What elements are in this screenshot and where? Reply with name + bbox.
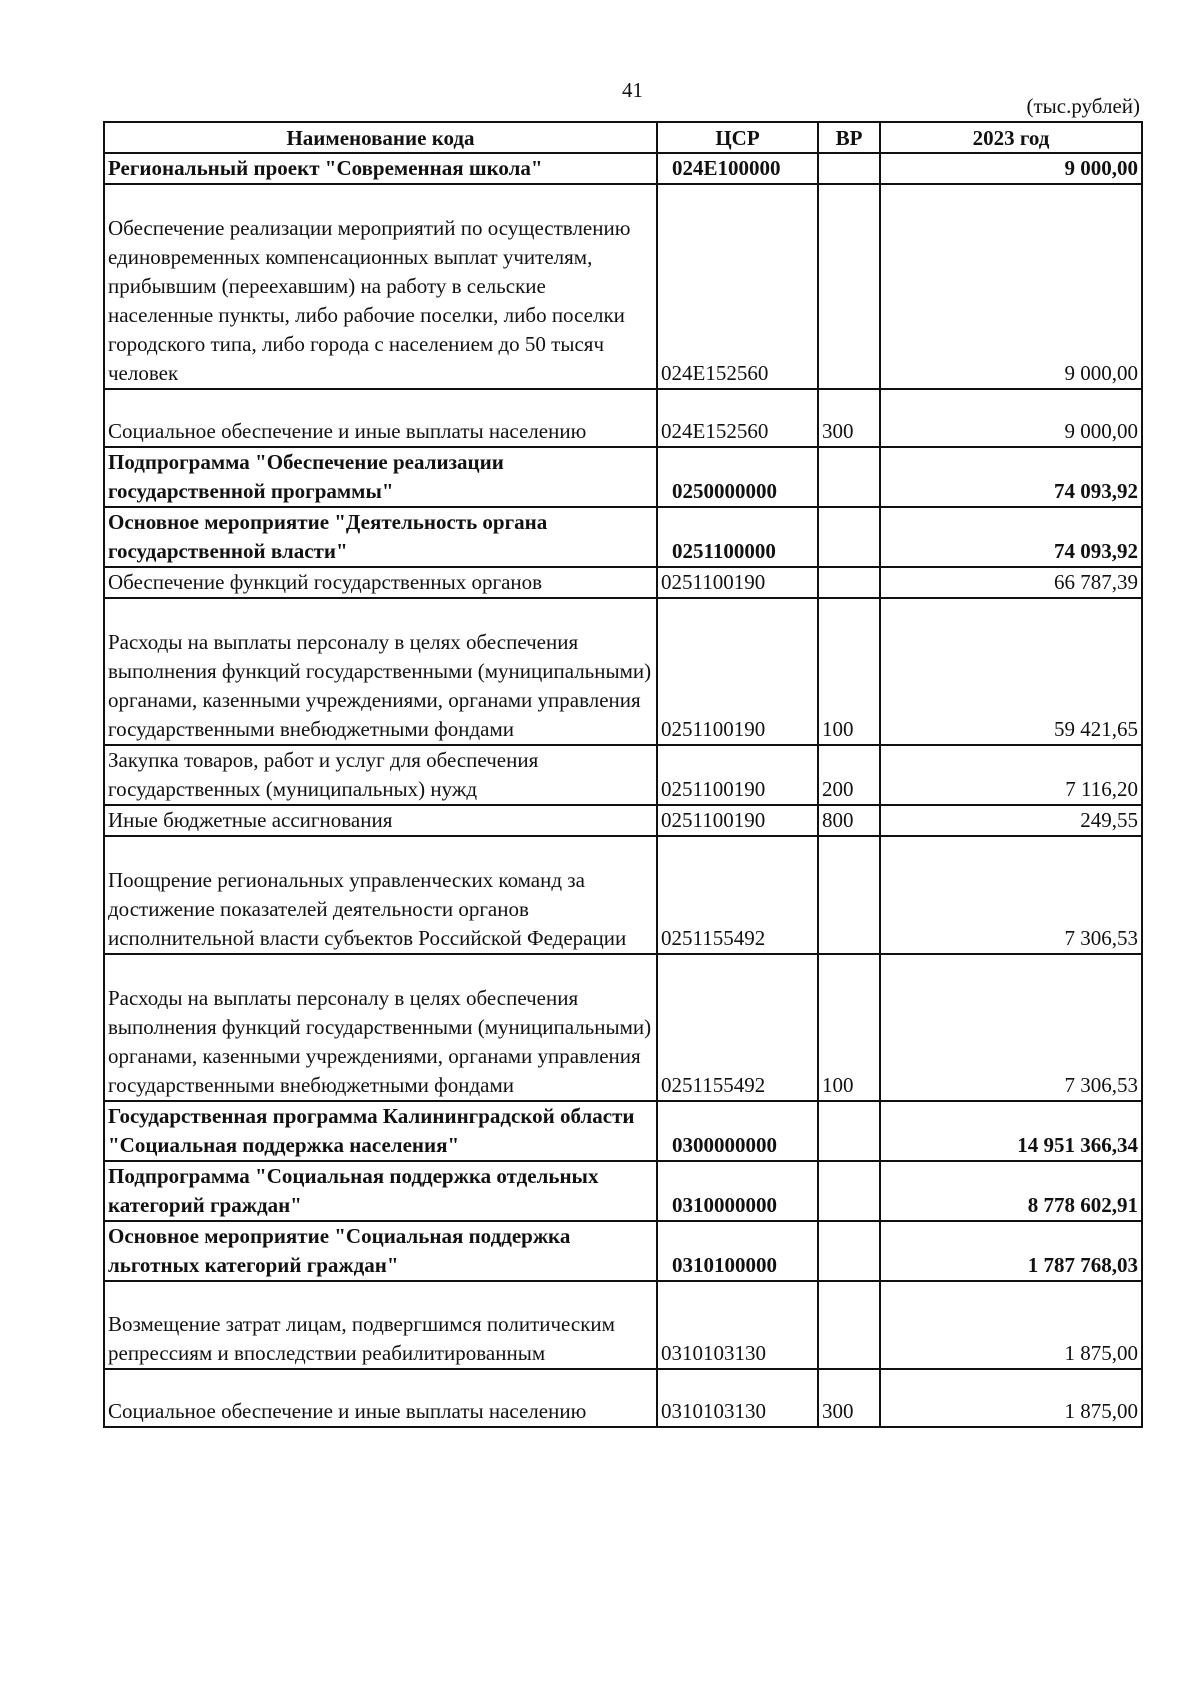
row-csr-cell: 0251100190 <box>657 745 818 805</box>
row-amount-cell: 9 000,00 <box>880 184 1142 389</box>
row-amount-cell: 59 421,65 <box>880 598 1142 745</box>
table-row <box>104 1281 1142 1369</box>
row-amount-cell: 7 116,20 <box>880 745 1142 805</box>
table-row <box>104 447 1142 507</box>
row-name-cell: Расходы на выплаты персоналу в целях обеспечения выполнения функций государственными (муниципальными) органами, казенными учреждениями, органами управления государственными внебюджетными фондами <box>104 954 657 1101</box>
table-row <box>104 954 1142 1101</box>
row-name-cell: Основное мероприятие "Социальная поддержка льготных категорий граждан" <box>104 1221 657 1281</box>
row-amount-cell: 1 875,00 <box>880 1369 1142 1427</box>
table-row <box>104 1369 1142 1427</box>
table-row <box>104 836 1142 954</box>
row-amount-cell: 1 875,00 <box>880 1281 1142 1369</box>
page-number: 41 <box>622 78 643 102</box>
row-vr-cell: 300 <box>818 389 880 447</box>
row-csr-cell: 0251155492 <box>657 954 818 1101</box>
row-vr-cell <box>818 1161 880 1221</box>
row-amount-cell: 66 787,39 <box>880 567 1142 598</box>
row-name-cell: Основное мероприятие "Деятельность органа государственной власти" <box>104 507 657 567</box>
row-vr-cell: 100 <box>818 598 880 745</box>
row-vr-cell: 300 <box>818 1369 880 1427</box>
row-amount-cell: 14 951 366,34 <box>880 1101 1142 1161</box>
row-amount-cell: 9 000,00 <box>880 153 1142 184</box>
table-row <box>104 805 1142 836</box>
row-name-cell: Расходы на выплаты персоналу в целях обеспечения выполнения функций государственными (муниципальными) органами, казенными учреждениями, органами управления государственными внебюджетными фондами <box>104 598 657 745</box>
row-amount-cell: 74 093,92 <box>880 507 1142 567</box>
row-amount-cell: 1 787 768,03 <box>880 1221 1142 1281</box>
row-csr-cell: 0300000000 <box>657 1101 818 1161</box>
table-row <box>104 567 1142 598</box>
row-csr-cell: 0310100000 <box>657 1221 818 1281</box>
row-csr-cell: 0310000000 <box>657 1161 818 1221</box>
row-name-cell: Обеспечение реализации мероприятий по осуществлению единовременных компенсационных выплат учителям, прибывшим (переехавшим) на работу в сельские населенные пункты, либо рабочие поселки, либо поселки городского типа, либо города с населением до 50 тысяч человек <box>104 184 657 389</box>
row-csr-cell: 024E100000 <box>657 153 818 184</box>
row-csr-cell: 024E152560 <box>657 389 818 447</box>
row-amount-cell: 249,55 <box>880 805 1142 836</box>
budget-table <box>103 121 1143 1428</box>
row-name-cell: Возмещение затрат лицам, подвергшимся политическим репрессиям и впоследствии реабилитированным <box>104 1281 657 1369</box>
row-vr-cell <box>818 836 880 954</box>
table-row <box>104 1221 1142 1281</box>
header-vr: ВР <box>818 122 880 153</box>
row-csr-cell: 0251100190 <box>657 805 818 836</box>
row-vr-cell <box>818 447 880 507</box>
row-csr-cell: 0251100190 <box>657 598 818 745</box>
table-row <box>104 1101 1142 1161</box>
units-label: (тыс.рублей) <box>1026 94 1140 118</box>
row-name-cell: Региональный проект "Современная школа" <box>104 153 657 184</box>
row-vr-cell <box>818 1281 880 1369</box>
row-name-cell: Обеспечение функций государственных органов <box>104 567 657 598</box>
row-name-cell: Подпрограмма "Обеспечение реализации государственной программы" <box>104 447 657 507</box>
row-vr-cell <box>818 1101 880 1161</box>
row-vr-cell <box>818 153 880 184</box>
row-name-cell: Поощрение региональных управленческих команд за достижение показателей деятельности органов исполнительной власти субъектов Российской Федерации <box>104 836 657 954</box>
row-name-cell: Подпрограмма "Социальная поддержка отдельных категорий граждан" <box>104 1161 657 1221</box>
row-name-cell: Социальное обеспечение и иные выплаты населению <box>104 1369 657 1427</box>
row-vr-cell: 100 <box>818 954 880 1101</box>
row-name-cell: Иные бюджетные ассигнования <box>104 805 657 836</box>
row-csr-cell: 024E152560 <box>657 184 818 389</box>
table-row <box>104 184 1142 389</box>
row-name-cell: Государственная программа Калининградской области "Социальная поддержка населения" <box>104 1101 657 1161</box>
row-vr-cell <box>818 507 880 567</box>
table-row <box>104 745 1142 805</box>
table-header-row <box>104 122 1142 153</box>
header-csr: ЦСР <box>657 122 818 153</box>
row-amount-cell: 8 778 602,91 <box>880 1161 1142 1221</box>
row-amount-cell: 9 000,00 <box>880 389 1142 447</box>
row-name-cell: Закупка товаров, работ и услуг для обеспечения государственных (муниципальных) нужд <box>104 745 657 805</box>
row-csr-cell: 0310103130 <box>657 1281 818 1369</box>
row-vr-cell <box>818 184 880 389</box>
row-amount-cell: 7 306,53 <box>880 954 1142 1101</box>
row-vr-cell <box>818 567 880 598</box>
row-csr-cell: 0250000000 <box>657 447 818 507</box>
row-csr-cell: 0251100000 <box>657 507 818 567</box>
row-amount-cell: 74 093,92 <box>880 447 1142 507</box>
row-vr-cell: 200 <box>818 745 880 805</box>
table-row <box>104 507 1142 567</box>
row-csr-cell: 0310103130 <box>657 1369 818 1427</box>
table-row <box>104 598 1142 745</box>
table-row <box>104 389 1142 447</box>
header-year: 2023 год <box>880 122 1142 153</box>
table-row <box>104 1161 1142 1221</box>
row-name-cell: Социальное обеспечение и иные выплаты населению <box>104 389 657 447</box>
row-vr-cell <box>818 1221 880 1281</box>
table-row <box>104 153 1142 184</box>
header-code-name: Наименование кода <box>104 122 657 153</box>
row-csr-cell: 0251155492 <box>657 836 818 954</box>
row-csr-cell: 0251100190 <box>657 567 818 598</box>
row-amount-cell: 7 306,53 <box>880 836 1142 954</box>
row-vr-cell: 800 <box>818 805 880 836</box>
